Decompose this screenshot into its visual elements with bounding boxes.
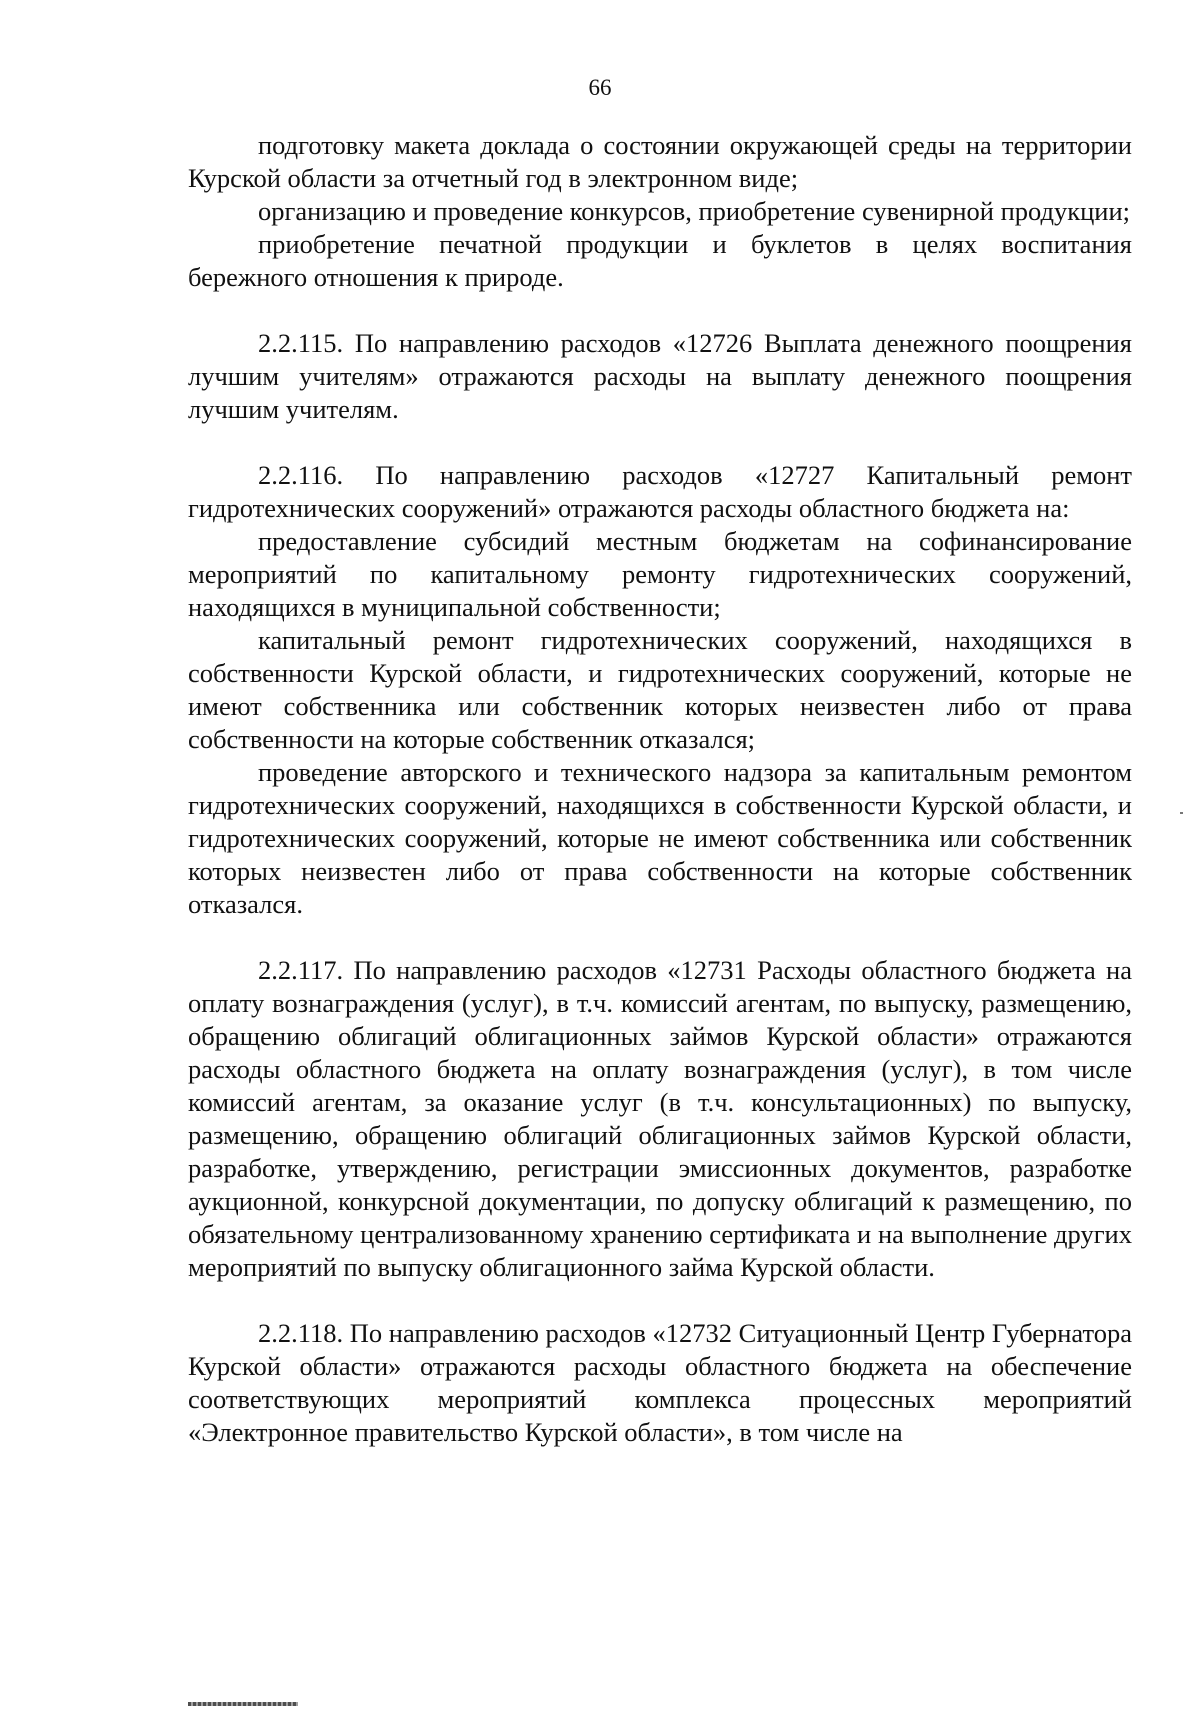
paragraph-report-layout: подготовку макета доклада о состоянии окружающей среды на территории Курской области за отчетный год в электронном виде;	[188, 130, 1132, 193]
paragraph-printed-products: приобретение печатной продукции и буклетов в целях воспитания бережного отношения к природе.	[188, 229, 1132, 292]
paragraph-section-2-2-116: 2.2.116. По направлению расходов «12727 Капитальный ремонт гидротехнических сооружений» отражаются расходы областного бюджета на:	[188, 460, 1132, 523]
paragraph-section-2-2-118: 2.2.118. По направлению расходов «12732 Ситуационный Центр Губернатора Курской области» отражаются расходы областного бюджета на обеспечение соответствующих мероприятий комплекса процессных мероприятий «Электронное правительство Курской области», в том числе на	[188, 1318, 1132, 1447]
paragraph-contests: организацию и проведение конкурсов, приобретение сувенирной продукции;	[258, 196, 1131, 226]
document-body	[188, 129, 1132, 1449]
page-number: 66	[588, 75, 612, 100]
footer-scan-mark	[188, 1702, 298, 1706]
paragraph-supervision: проведение авторского и технического надзора за капитальным ремонтом гидротехнических сооружений, находящихся в собственности Курской области, и гидротехнических сооружений, которые не имеют собственника или собственник которых неизвестен либо от права собственности на которые собственник отказался.	[188, 757, 1132, 919]
paragraph-section-2-2-117: 2.2.117. По направлению расходов «12731 Расходы областного бюджета на оплату вознаграждения (услуг), в т.ч. комиссий агентам, по выпуску, размещению, обращению облигаций облигационных займов Курской области» отражаются расходы областного бюджета на оплату вознаграждения (услуг), в том числе комиссий агентам, за оказание услуг (в т.ч. консультационных) по выпуску, размещению, обращению облигаций облигационных займов Курской области, разработке, утверждению, регистрации эмиссионных документов, разработке аукционной, конкурсной документации, по допуску облигаций к размещению, по обязательному централизованному хранению сертификата и на выполнение других мероприятий по выпуску облигационного займа Курской области.	[188, 955, 1132, 1282]
scan-artifact-speck	[1180, 812, 1183, 814]
paragraph-capital-repair: капитальный ремонт гидротехнических сооружений, находящихся в собственности Курской области, и гидротехнических сооружений, которые не имеют собственника или собственник которых неизвестен либо от права собственности на которые собственник отказался;	[188, 625, 1132, 754]
paragraph-subsidies: предоставление субсидий местным бюджетам на софинансирование мероприятий по капитальному ремонту гидротехнических сооружений, находящихся в муниципальной собственности;	[188, 526, 1132, 622]
paragraph-section-2-2-115: 2.2.115. По направлению расходов «12726 Выплата денежного поощрения лучшим учителям» отражаются расходы на выплату денежного поощрения лучшим учителям.	[188, 328, 1132, 424]
